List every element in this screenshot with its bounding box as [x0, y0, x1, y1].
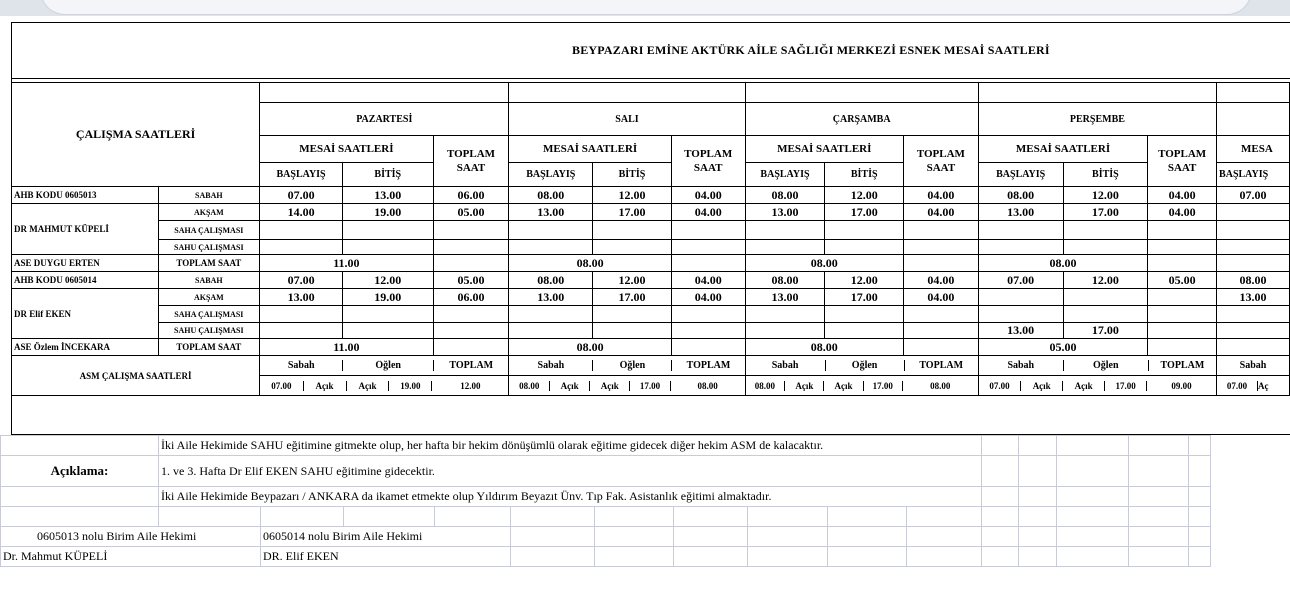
- asm-sabah: Sabah: [509, 360, 593, 371]
- toplam-saat-header: TOPLAM SAAT: [904, 136, 979, 187]
- cell: 13.00: [260, 289, 343, 306]
- cell: 04.00: [904, 272, 979, 289]
- footer-cell: [159, 507, 261, 527]
- asm-toplam: TOPLAM: [919, 360, 964, 371]
- signature-left-title: 0605013 nolu Birim Aile Hekimi: [1, 527, 261, 547]
- cell: [433, 339, 509, 356]
- blank-header: [1217, 83, 1290, 103]
- asm-acik: Açık: [590, 381, 630, 391]
- aciklama-label: Açıklama:: [1, 456, 159, 487]
- blank-header: [260, 83, 509, 103]
- row-label-sabah: SABAH: [158, 187, 260, 204]
- mesai-header: MESAİ SAATLERİ: [509, 136, 671, 163]
- asm-sub: [1217, 381, 1289, 391]
- cell: [509, 306, 593, 323]
- day-header-persembe: PERŞEMBE: [978, 103, 1216, 136]
- cell: 12.00: [593, 272, 672, 289]
- cell: [978, 289, 1063, 306]
- cell: [904, 221, 979, 240]
- toplam-cell: 08.00: [509, 339, 671, 356]
- baslayis-header-partial: BAŞLAYIŞ: [1217, 163, 1290, 187]
- cell: [260, 240, 343, 255]
- footer-cell: [907, 547, 982, 567]
- cell: 12.00: [593, 187, 672, 204]
- asm-start: 07.00: [979, 381, 1021, 391]
- row-label-sabah: SABAH: [158, 272, 260, 289]
- blank-header: [745, 83, 978, 103]
- cell: 12.00: [825, 272, 904, 289]
- window-top-bar: [0, 0, 1290, 16]
- footer-cell: [511, 527, 595, 547]
- day-header-cuma: [1217, 103, 1290, 136]
- row-label-toplam: TOPLAM SAAT: [158, 339, 260, 356]
- blank-header: [509, 83, 745, 103]
- cell: [978, 221, 1063, 240]
- cell: [1148, 240, 1217, 255]
- cell: [978, 306, 1063, 323]
- schedule-table: [11, 82, 1290, 396]
- cell: [904, 240, 979, 255]
- asm-sub: [979, 360, 1216, 371]
- cell: 08.00: [509, 272, 593, 289]
- footer-cell: [344, 507, 435, 527]
- mesai-header: MESAİ SAATLERİ: [978, 136, 1147, 163]
- asm-sub: [746, 360, 978, 371]
- footer-cell: [1057, 487, 1129, 507]
- footer-cell: [1, 436, 159, 456]
- toplam-cell: 08.00: [745, 255, 903, 272]
- day-header-pazartesi: PAZARTESİ: [260, 103, 509, 136]
- bitis-header: BİTİŞ: [825, 163, 904, 187]
- asm-sub: [746, 381, 978, 391]
- cell: [433, 323, 509, 339]
- asm-acik: Açık: [1063, 381, 1105, 391]
- cell: 13.00: [745, 289, 825, 306]
- cell: [825, 323, 904, 339]
- mesai-header: MESAİ SAATLERİ: [745, 136, 903, 163]
- toplam-saat-header: TOPLAM SAAT: [1148, 136, 1217, 187]
- cell: [593, 323, 672, 339]
- asm-acik: Açık: [785, 381, 824, 391]
- day-header-carsamba: ÇARŞAMBA: [745, 103, 978, 136]
- asm-sabah: Sabah: [1217, 356, 1290, 376]
- unit2-ase: ASE Özlem İNCEKARA: [12, 339, 159, 356]
- cell: 17.00: [825, 289, 904, 306]
- row-label-aksam: AKŞAM: [158, 204, 260, 221]
- cell: [260, 306, 343, 323]
- asm-sub: [260, 381, 508, 391]
- footer-cell: [1129, 507, 1189, 527]
- cell: 13.00: [342, 187, 433, 204]
- asm-acik: Açık: [550, 381, 590, 391]
- cell: 19.00: [342, 289, 433, 306]
- footer-cell: [982, 547, 1019, 567]
- asm-acik-partial: Aç: [1258, 380, 1269, 391]
- cell: 04.00: [904, 187, 979, 204]
- cell: 07.00: [1217, 187, 1290, 204]
- footer-cell: [982, 527, 1019, 547]
- asm-sabah: Sabah: [746, 360, 826, 371]
- toplam-saat-header: TOPLAM SAAT: [671, 136, 745, 187]
- toplam-cell: 08.00: [509, 255, 671, 272]
- page-title: BEYPAZARI EMİNE AKTÜRK AİLE SAĞLIĞI MERKEZİ ESNEK MESAİ SAATLERİ: [572, 43, 1050, 57]
- baslayis-header: BAŞLAYIŞ: [509, 163, 593, 187]
- cell: [745, 306, 825, 323]
- footer-cell: [1, 487, 159, 507]
- cell: 05.00: [433, 204, 509, 221]
- cell: [1148, 221, 1217, 240]
- day-header-sali: SALI: [509, 103, 745, 136]
- cell: [433, 306, 509, 323]
- cell: [1217, 306, 1290, 323]
- cell: 04.00: [671, 272, 745, 289]
- cell: 04.00: [671, 204, 745, 221]
- footer-cell: [1129, 527, 1189, 547]
- signature-left-name: Dr. Mahmut KÜPELİ: [1, 547, 261, 567]
- cell: [593, 221, 672, 240]
- footer-cell: [1129, 456, 1189, 487]
- asm-start: 07.00: [1217, 381, 1258, 391]
- unit1-ase: ASE DUYGU ERTEN: [12, 255, 159, 272]
- cell: 13.00: [509, 204, 593, 221]
- cell: [433, 240, 509, 255]
- footer-cell: [982, 487, 1019, 507]
- cell: 13.00: [978, 323, 1063, 339]
- cell: [745, 240, 825, 255]
- cell: [1148, 306, 1217, 323]
- cell: 13.00: [509, 289, 593, 306]
- footer-cell: [1057, 456, 1129, 487]
- footer-cell: [511, 547, 595, 567]
- footer-cell: [261, 507, 344, 527]
- cell: 12.00: [1063, 187, 1148, 204]
- signature-right-title: 0605014 nolu Birim Aile Hekimi: [261, 527, 511, 547]
- cell: 08.00: [978, 187, 1063, 204]
- cell: [1217, 221, 1290, 240]
- footer-cell: [674, 547, 748, 567]
- footer-cell: [1189, 547, 1211, 567]
- footer-cell: [1019, 456, 1057, 487]
- cell: 04.00: [671, 289, 745, 306]
- asm-end: 17.00: [630, 381, 670, 391]
- toplam-cell: 11.00: [260, 339, 433, 356]
- asm-end: 17.00: [1105, 381, 1147, 391]
- asm-total: 12.00: [460, 380, 481, 391]
- asm-sub: [979, 381, 1216, 391]
- signature-right-name: DR. Elif EKEN: [261, 547, 511, 567]
- cell: 04.00: [671, 187, 745, 204]
- cell: [1063, 221, 1148, 240]
- cell: [671, 221, 745, 240]
- footer-cell: [1019, 487, 1057, 507]
- footer-cell: [1, 507, 159, 527]
- cell: [260, 323, 343, 339]
- asm-acik: Açık: [824, 381, 863, 391]
- cell: [1217, 323, 1290, 339]
- footer-cell: [907, 507, 982, 527]
- cell: 12.00: [1063, 272, 1148, 289]
- footer-cell: [595, 507, 674, 527]
- asm-sabah: Sabah: [979, 360, 1064, 371]
- aciklama-line-1: İki Aile Hekimide SAHU eğitimine gitmekte olup, her hafta bir hekim dönüşümlü olarak eğitime gidecek diğer hekim ASM de kalacaktır.: [159, 436, 982, 456]
- row-label-saha: SAHA ÇALIŞMASI: [158, 221, 260, 240]
- cell: [509, 323, 593, 339]
- footer-cell: [1129, 487, 1189, 507]
- footer-cell: [1057, 507, 1129, 527]
- cell: 08.00: [1217, 272, 1290, 289]
- cell: 04.00: [1148, 204, 1217, 221]
- cell: [745, 221, 825, 240]
- toplam-cell: 11.00: [260, 255, 433, 272]
- footer-cell: [511, 507, 595, 527]
- cell: [342, 221, 433, 240]
- footer-cell: [982, 456, 1019, 487]
- asm-toplam: TOPLAM: [449, 360, 494, 371]
- footer-cell: [1057, 436, 1129, 456]
- footer-cell: [828, 527, 907, 547]
- baslayis-header: BAŞLAYIŞ: [978, 163, 1063, 187]
- footer-cell: [1189, 436, 1211, 456]
- cell: 13.00: [1217, 289, 1290, 306]
- cell: [593, 306, 672, 323]
- cell: [904, 255, 979, 272]
- cell: 07.00: [260, 187, 343, 204]
- footer-cell: [1019, 547, 1057, 567]
- cell: [1148, 289, 1217, 306]
- cell: 19.00: [342, 204, 433, 221]
- footer-table: [0, 435, 1211, 567]
- cell: [1217, 240, 1290, 255]
- cell: [1063, 240, 1148, 255]
- cell: 08.00: [509, 187, 593, 204]
- cell: 05.00: [1148, 272, 1217, 289]
- footer-cell: [982, 507, 1019, 527]
- cell: [1063, 289, 1148, 306]
- asm-oglen: Öğlen: [1063, 360, 1148, 371]
- footer-cell: [748, 527, 828, 547]
- asm-label: ASM ÇALIŞMA SAATLERİ: [12, 356, 260, 396]
- footer-cell: [1129, 547, 1189, 567]
- calisma-saatleri-header: ÇALIŞMA SAATLERİ: [12, 83, 260, 187]
- toplam-cell: 08.00: [978, 255, 1147, 272]
- asm-toplam: TOPLAM: [686, 360, 731, 371]
- asm-start: 07.00: [260, 381, 303, 391]
- cell: [904, 339, 979, 356]
- cell: [671, 240, 745, 255]
- footer-cell: [1057, 547, 1129, 567]
- asm-oglen: Öğlen: [825, 360, 904, 371]
- cell: [671, 255, 745, 272]
- cell: 08.00: [745, 187, 825, 204]
- cell: 07.00: [260, 272, 343, 289]
- cell: 08.00: [745, 272, 825, 289]
- footer-cell: [982, 436, 1019, 456]
- cell: [1148, 255, 1217, 272]
- unit1-code: AHB KODU 0605013: [12, 187, 159, 204]
- footer-cell: [435, 507, 511, 527]
- footer-cell: [674, 527, 748, 547]
- cell: [593, 240, 672, 255]
- footer-cell: [828, 507, 907, 527]
- cell: [433, 255, 509, 272]
- cell: [260, 221, 343, 240]
- row-label-sahu: SAHU ÇALIŞMASI: [158, 323, 260, 339]
- cell: 17.00: [1063, 204, 1148, 221]
- asm-end: 19.00: [389, 381, 432, 391]
- asm-acik: Açık: [303, 381, 346, 391]
- cell: [1148, 339, 1217, 356]
- asm-oglen: Öğlen: [343, 360, 434, 371]
- top-tab-shape: [40, 0, 1252, 15]
- cell: [509, 240, 593, 255]
- asm-total: 08.00: [930, 380, 951, 391]
- blank-header: [978, 83, 1216, 103]
- footer-cell: [595, 547, 674, 567]
- asm-start: 08.00: [509, 381, 549, 391]
- footer-cell: [1019, 507, 1057, 527]
- footer-cell: [828, 547, 907, 567]
- unit2-doctor: DR Elif EKEN: [12, 289, 159, 339]
- cell: [671, 323, 745, 339]
- cell: 17.00: [593, 204, 672, 221]
- asm-start: 08.00: [746, 381, 785, 391]
- toplam-cell: 08.00: [745, 339, 903, 356]
- baslayis-header: BAŞLAYIŞ: [745, 163, 825, 187]
- cell: [904, 323, 979, 339]
- cell: 12.00: [825, 187, 904, 204]
- mesai-header-partial: MESA: [1217, 136, 1290, 163]
- cell: [825, 240, 904, 255]
- cell: 14.00: [260, 204, 343, 221]
- toplam-saat-header: TOPLAM SAAT: [433, 136, 509, 187]
- row-label-sahu: SAHU ÇALIŞMASI: [158, 240, 260, 255]
- cell: [978, 240, 1063, 255]
- footer-cell: [1057, 527, 1129, 547]
- cell: [1217, 204, 1290, 221]
- asm-total: 09.00: [1171, 380, 1192, 391]
- cell: 17.00: [1063, 323, 1148, 339]
- row-label-toplam: TOPLAM SAAT: [158, 255, 260, 272]
- footer-cell: [595, 527, 674, 547]
- cell: 13.00: [745, 204, 825, 221]
- cell: 04.00: [1148, 187, 1217, 204]
- title-row: [12, 23, 1290, 79]
- footer-cell: [1019, 527, 1057, 547]
- row-label-aksam: AKŞAM: [158, 289, 260, 306]
- footer-cell: [748, 507, 828, 527]
- cell: 06.00: [433, 187, 509, 204]
- cell: 06.00: [433, 289, 509, 306]
- asm-sabah: Sabah: [260, 360, 343, 371]
- footer-cell: [1189, 456, 1211, 487]
- cell: [904, 306, 979, 323]
- cell: 17.00: [825, 204, 904, 221]
- footer-cell: [1019, 436, 1057, 456]
- cell: 07.00: [978, 272, 1063, 289]
- asm-sub: [260, 360, 508, 371]
- cell: 12.00: [342, 272, 433, 289]
- mesai-header: MESAİ SAATLERİ: [260, 136, 433, 163]
- asm-oglen: Öğlen: [593, 360, 672, 371]
- asm-acik: Açık: [1021, 381, 1063, 391]
- bitis-header: BİTİŞ: [593, 163, 672, 187]
- cell: [433, 221, 509, 240]
- cell: [342, 306, 433, 323]
- cell: [1217, 339, 1290, 356]
- cell: [342, 240, 433, 255]
- cell: [825, 221, 904, 240]
- aciklama-line-3: İki Aile Hekimide Beypazarı / ANKARA da ikamet etmekte olup Yıldırım Beyazıt Ünv. Tıp Fak. Asistanlık eğitimi almaktadır.: [159, 487, 982, 507]
- unit1-doctor: DR MAHMUT KÜPELİ: [12, 204, 159, 255]
- cell: [825, 306, 904, 323]
- footer-cell: [1189, 527, 1211, 547]
- cell: 05.00: [433, 272, 509, 289]
- asm-sub: [509, 360, 744, 371]
- cell: 04.00: [904, 204, 979, 221]
- cell: [671, 339, 745, 356]
- footer-cell: [674, 507, 748, 527]
- asm-toplam: TOPLAM: [1160, 360, 1205, 371]
- cell: [671, 306, 745, 323]
- row-label-saha: SAHA ÇALIŞMASI: [158, 306, 260, 323]
- cell: [1148, 323, 1217, 339]
- unit2-code: AHB KODU 0605014: [12, 272, 159, 289]
- cell: 13.00: [978, 204, 1063, 221]
- footer-cell: [1189, 487, 1211, 507]
- cell: 17.00: [593, 289, 672, 306]
- asm-sub: [509, 381, 744, 391]
- footer-cell: [1129, 436, 1189, 456]
- cell: [509, 221, 593, 240]
- asm-end: 17.00: [863, 381, 902, 391]
- asm-total: 08.00: [697, 380, 718, 391]
- footer-cell: [1189, 507, 1211, 527]
- footer-cell: [907, 527, 982, 547]
- toplam-cell: 05.00: [978, 339, 1147, 356]
- cell: [1217, 255, 1290, 272]
- bitis-header: BİTİŞ: [1063, 163, 1148, 187]
- cell: [745, 323, 825, 339]
- cell: 04.00: [904, 289, 979, 306]
- aciklama-line-2: 1. ve 3. Hafta Dr Elif EKEN SAHU eğitimine gidecektir.: [159, 456, 982, 487]
- asm-acik: Açık: [346, 381, 389, 391]
- bitis-header: BİTİŞ: [342, 163, 433, 187]
- footer-cell: [748, 547, 828, 567]
- cell: [1063, 306, 1148, 323]
- cell: [342, 323, 433, 339]
- baslayis-header: BAŞLAYIŞ: [260, 163, 343, 187]
